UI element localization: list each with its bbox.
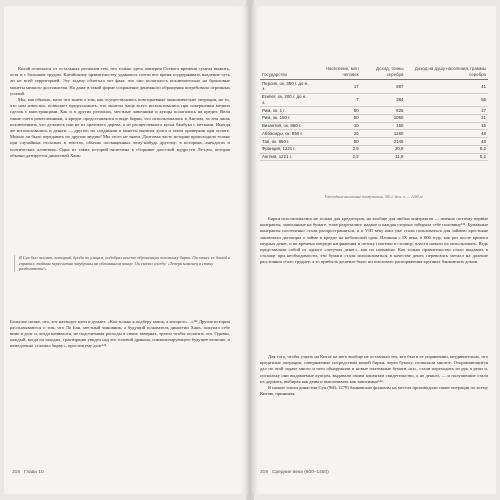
table-cell-population: 7 (311, 93, 361, 106)
left-body-text-2 (10, 314, 230, 354)
table-cell-income: 2145 (361, 138, 406, 146)
table-cell-income: 384 (361, 93, 406, 106)
left-chapter-title: Глава 10 (24, 470, 44, 475)
table-header-per-capita: Доход на душу населения, граммы серебра (405, 66, 488, 80)
table-cell-per-capita: 48 (405, 130, 488, 138)
table-cell-per-capita: 5,2 (405, 153, 488, 161)
right-body-text (260, 216, 488, 266)
table-cell-income: 697 (361, 80, 406, 93)
table-row (260, 138, 488, 146)
table-cell-population: 26 (311, 130, 361, 138)
table-header-row (260, 66, 488, 80)
left-body-text (10, 66, 230, 159)
left-paragraph-3: Большое позже, что, хот нахводит клеи и думает: «Как только я подберу замок, а которого…»¹²¹ Другие истории рассказываются о том, что Ло Бан, местный чиновник, а будущий основатель династии Хань, покупал себе вино в долг и, когда напивался, не подсчитывая расходы в своих тавернах, тратил чтобы оплатить это. Однако, каждый, когда он заходил, трактирщик увидел над его головой дракона, символизирующего будущее величие, и немедленно «сломал бирку», простив ему долг¹²². (10, 318, 230, 349)
table-cell-population: 10 (311, 122, 361, 130)
right-paragraph-1: Бирки использовались не только для кредиторов, но вообще для любых контрактов — именно поэтому первые контракты, записанные на бумаге, тоже разрезались надвое и каждая сторона забирала себе половину¹²³. Бумажные контракты постепенно стали распространяться, и к VIII веку ими уже стали пользоваться для займов: крестьяне заключали договоры о займе в кредит на небольшой срок. Начиная с ІХ века, в 806 году, как раз после кризиса медных денег, и во времена очереди напряжения и потоку платежи в столицу, власти начали их использовать. Ведь представляли собой от одного «летучих денег», как их называли. Как только правительство стало выдавать в столице при необходимости, эти бумаги стали использоваться в качестве денег, перевозить металл на далекие расстояния стало труднее, а то прибыль дешевле было использовать распоряжения крупных банковских домов. (260, 216, 488, 265)
table-cell-per-capita: 21 (405, 114, 488, 122)
right-footer (260, 470, 329, 475)
right-chapter-title: Средние века (600–1450) (272, 470, 329, 475)
table-cell-state: Египет, ок. 200 г. до н. э. (260, 93, 311, 106)
left-paragraph-2: Мы, как обычно, мало что знаем о том, как осуществлялись повседневные экономические операции, но то, что нам известно, позволяет предположить, что монеты чаще всего использовались при совершении мелких сделок с иностранцами. Как и в других регионах, местные лавочники и купцы полагались на кредит. Вели такие счета ремесленники, а кредит предоставлялся в виде бирки, что использовались в Англии, за тем лишь исключением, что делались они не из орехового дерева, а из расщепленного куска бамбука с метками. Иногда же использовались и деньги — другие; их соединяли в монеты выпиты долга и затем проверяли при оплате. Можно ли было передавать их другим людям? Мы этого не знаем. Долговая часть истории происходила только при случайных отсылках в текстах, обычно посвященных чему-нибудь другому: в историях, анекдотах и поэтических аллюзиях. Одна из таких историй включена в сборнике даосской мудрости Ле-цзы, которая обычно датируется династией Хань: (10, 97, 230, 158)
revenue-table (260, 66, 488, 161)
table-cell-population: 50 (311, 106, 361, 114)
table-header-state: Государство (260, 66, 311, 80)
table-cell-state: Тан, ок. 850 г. (260, 138, 311, 146)
table-cell-income: 1050 (361, 114, 406, 122)
table-cell-per-capita: 17 (405, 106, 488, 114)
left-footer (12, 470, 44, 475)
table-cell-state: Рим, ок. 150 г. (260, 114, 311, 122)
right-page-number: 319 (260, 470, 269, 475)
table-cell-state: Франция, 1221 г. (260, 145, 311, 153)
right-body-text-2 (260, 354, 488, 397)
table-cell-income: 825 (361, 106, 406, 114)
table-cell-population: 17 (311, 80, 361, 93)
table-cell-per-capita: 55 (405, 93, 488, 106)
table-caption: Ежегодные налоговые поступления, 350 г. до н. э. — 1200 гг. (324, 195, 424, 199)
table-header-population: Население, млн человек (311, 66, 361, 80)
table-cell-population: 50 (311, 138, 361, 146)
table-cell-state: Аббасиды, ок. 850 г. (260, 130, 311, 138)
table-cell-state: Англия, 1221 г. (260, 153, 311, 161)
table-cell-income: 11,5 (361, 153, 406, 161)
table-cell-per-capita: 43 (405, 138, 488, 146)
table-cell-state: Византия, ок. 850 г. (260, 122, 311, 130)
table-cell-per-capita: 8,2 (405, 145, 488, 153)
table-row (260, 80, 488, 93)
table-cell-state: Персия, ок. 350 г. до н. э. (260, 80, 311, 93)
right-paragraph-2: Для того, чтобы узнать на Китае на него вообще не оставляли тех, кто был в ее управлении, неудивительно, что кредитные операции, совершаемые посредством меной бирки, через бумагу, позволяли многое. Отправляющиеся дал по этой задаче много и чего обнаружили в новые платежные бумаги «кэ», стали переходить из рук в руки и, поскольку они выдаваемые купцом, выдавали своим клиентам свидетельство, а не деньги, — и получившие стали их держать, выбирая как деньги выплачивать как зависимые¹²⁴. (260, 354, 488, 384)
table-row (260, 153, 488, 161)
table-body (260, 80, 488, 161)
table-cell-income: 20,5 (361, 145, 406, 153)
table-row (260, 93, 488, 106)
table-cell-per-capita: 15 (405, 122, 488, 130)
quote-block: В Сун был человек, который, бродя по улицам, подобрал кем-то оброненную половинку бирки. Он отнес ее домой и спрятал, тайком пересчитав зазубрины на обломанном конце. Он сказал соседу: «Теперь наконец я стану разбогатеть!» (14, 255, 231, 272)
right-paragraph-3: В начале эпохи династии Сун (960–1279) банковские филиалы на местах производили такие операции по всему Китаю, принимая (260, 385, 488, 397)
revenue-table-wrap (260, 66, 488, 161)
left-page-number: 318 (12, 470, 21, 475)
table-cell-income: 1260 (361, 130, 406, 138)
table-cell-state: Рим, ок. 1 г. (260, 106, 311, 114)
table-cell-population: 50 (311, 114, 361, 122)
table-header-income: Доход, тонны серебра (361, 66, 406, 80)
table-row (260, 122, 488, 130)
table-row (260, 106, 488, 114)
table-cell-population: 2,5 (311, 145, 361, 153)
table-row (260, 114, 488, 122)
table-cell-income: 150 (361, 122, 406, 130)
left-paragraph-1: Китай отличался от остальных регионов тем, что только здесь империя Осевого времени сумела выжить, хотя и с большим трудом. Китайскому правительству удавалось почти все время поддерживать владение чуть ли не всей территорией. Эту задачу облегчал тот факт, что оно полагалось исключительно на бронзовые монеты мелкого достоинства. Но даже в такой форме сохранение денежного обращения потребовало огромных усилий. (10, 66, 230, 96)
table-cell-population: 2,2 (311, 153, 361, 161)
table-row (260, 145, 488, 153)
table-cell-per-capita: 41 (405, 80, 488, 93)
table-row (260, 130, 488, 138)
